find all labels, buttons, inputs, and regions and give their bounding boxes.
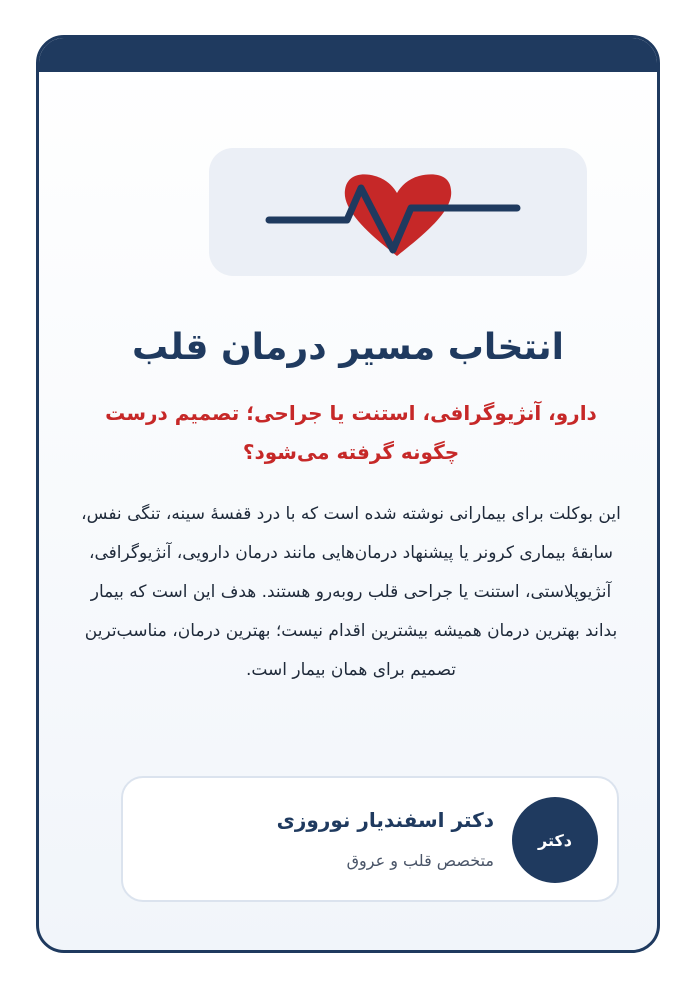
page-subtitle: دارو، آنژیوگرافی، استنت یا جراحی؛ تصمیم درست چگونه گرفته می‌شود؟ bbox=[105, 401, 597, 464]
avatar: دکتر bbox=[512, 797, 598, 883]
hero-banner bbox=[209, 148, 587, 276]
intro-paragraph: این بوکلت برای بیمارانی نوشته شده است که با درد قفسهٔ سینه، تنگی نفس، سابقهٔ بیماری کرونر یا پیشنهاد درمان‌هایی مانند درمان دارویی، آنژیوگرافی، آنژیوپلاستی، استنت یا جراحی قلب روبه‌رو هستند. هدف این است که بیمار بداند بهترین درمان همیشه بیشترین اقدام نیست؛ بهترین درمان، مناسب‌ترین تصمیم برای همان بیمار است. bbox=[81, 504, 621, 680]
top-bar bbox=[39, 38, 657, 72]
heart-pulse-icon bbox=[209, 148, 587, 276]
booklet-cover bbox=[36, 35, 660, 953]
author-role: متخصص قلب و عروق bbox=[346, 851, 494, 870]
page-title: انتخاب مسیر درمان قلب bbox=[132, 327, 564, 368]
author-name: دکتر اسفندیار نوروزی bbox=[276, 808, 494, 832]
author-card bbox=[121, 776, 619, 902]
